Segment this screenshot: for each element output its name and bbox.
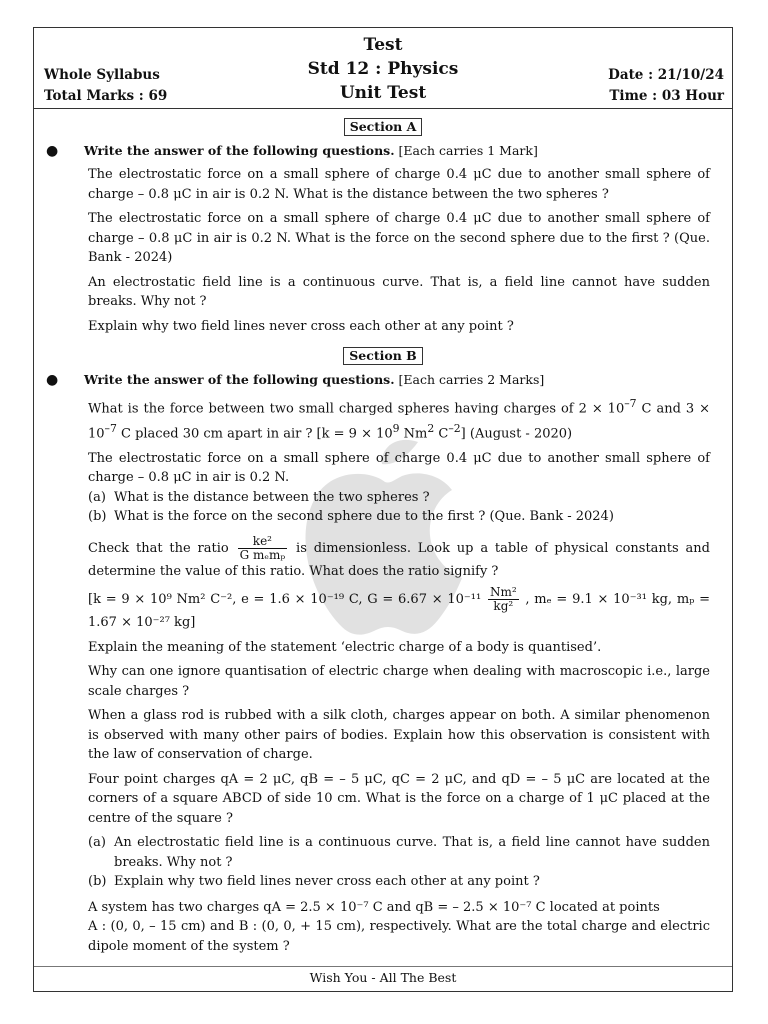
sub-question: (b) What is the force on the second sphere due to the first ? (Que. Bank - 2024): [88, 509, 614, 525]
section-a-instruction: ● Write the answer of the following questions. [Each carries 1 Mark]: [46, 143, 538, 159]
question-continued: A : (0, 0, – 15 cm) and B : (0, 0, + 15 cm), respectively. What are the total charge and electric dipole moment of the system ?: [88, 919, 710, 954]
section-b-heading: Section B: [34, 347, 732, 365]
question: Check that the ratio $\frac{\text{ke²}}{\text{G mₑmₚ}}$ is dimensionless. Look up a table of physical constants and determine the value of this ratio. What does the ratio signify ?: [88, 533, 710, 579]
footer-message: Wish You - All The Best: [34, 966, 732, 991]
paper-exam-type: Unit Test: [339, 83, 427, 103]
sub-question: (b) Explain why two field lines never cross each other at any point ?: [88, 874, 540, 890]
header-left: [44, 65, 167, 107]
total-marks-label: Total Marks : 69: [44, 88, 168, 104]
question: The electrostatic force on a small sphere of charge 0.4 μC due to another small sphere of charge – 0.8 μC in air is 0.2 N. What is the distance between the two spheres ?: [88, 167, 710, 202]
date-label: Date : 21/10/24: [608, 67, 724, 83]
sub-question: (a) What is the distance between the two spheres ?: [88, 489, 430, 505]
question: Explain the meaning of the statement ‘electric charge of a body is quantised’.: [88, 639, 602, 655]
bullet-icon: ●: [46, 372, 59, 388]
header-right: [608, 65, 724, 107]
paper-content: [34, 118, 732, 961]
question: When a glass rod is rubbed with a silk cloth, charges appear on both. A similar phenomenon is observed with many other pairs of bodies. Explain how this observation is consistent with the law of conservation of charge.: [88, 708, 710, 763]
paper-subject: Std 12 : Physics: [307, 59, 459, 79]
section-b-instruction: ● Write the answer of the following questions. [Each carries 2 Marks]: [46, 372, 545, 388]
page-frame: [33, 27, 733, 992]
paper-header: [34, 28, 732, 109]
question: What is the force between two small charged spheres having charges of $2 \times 10^{-7}$ C and $3 \times 10^{-7}$ C placed 30 cm apart in air ? [$k = 9 \times 10^9$ Nm$^2$ $C^{-2}$] (August - 2020): [88, 397, 710, 442]
constants-line: [k = 9 × 10⁹ Nm² C⁻², e = 1.6 × 10⁻¹⁹ C, G = 6.67 × 10⁻¹¹ $\frac{\text{Nm²}}{\text{kg²}}$ , mₑ = 9.1 × 10⁻³¹ kg, mₚ = 1.67 × 10⁻²⁷ kg]: [88, 585, 710, 631]
section-a-heading: Section A: [34, 118, 732, 136]
ratio-fraction: $\frac{\text{ke²}}{\text{G mₑmₚ}}$: [239, 533, 286, 562]
question: Why can one ignore quantisation of electric charge when dealing with macroscopic i.e., large scale charges ?: [88, 664, 710, 699]
units-fraction: $\frac{\text{Nm²}}{\text{kg²}}$: [489, 585, 517, 614]
bullet-icon: ●: [46, 143, 59, 159]
question: Explain why two field lines never cross each other at any point ?: [88, 318, 514, 334]
paper-title: Test: [363, 35, 403, 55]
sub-question: (a) An electrostatic field line is a continuous curve. That is, a field line cannot have sudden breaks. Why not ?: [88, 835, 710, 870]
question: The electrostatic force on a small sphere of charge 0.4 μC due to another small sphere of charge – 0.8 μC in air is 0.2 N. What is the force on the second sphere due to the first ? (Que. Bank - 2024): [88, 211, 710, 265]
question: A system has two charges qA = 2.5 × 10⁻⁷ C and qB = – 2.5 × 10⁻⁷ C located at points: [88, 899, 660, 915]
question: The electrostatic force on a small sphere of charge 0.4 μC due to another small sphere of charge – 0.8 μC in air is 0.2 N.: [88, 450, 710, 486]
question: An electrostatic field line is a continuous curve. That is, a field line cannot have sudden breaks. Why not ?: [88, 274, 710, 309]
syllabus-label: Whole Syllabus: [44, 67, 160, 83]
time-label: Time : 03 Hour: [609, 88, 724, 104]
question: Four point charges qA = 2 μC, qB = – 5 μC, qC = 2 μC, and qD = – 5 μC are located at the corners of a square ABCD of side 10 cm. What is the force on a charge of 1 μC placed at the centre of the square ?: [88, 771, 710, 826]
